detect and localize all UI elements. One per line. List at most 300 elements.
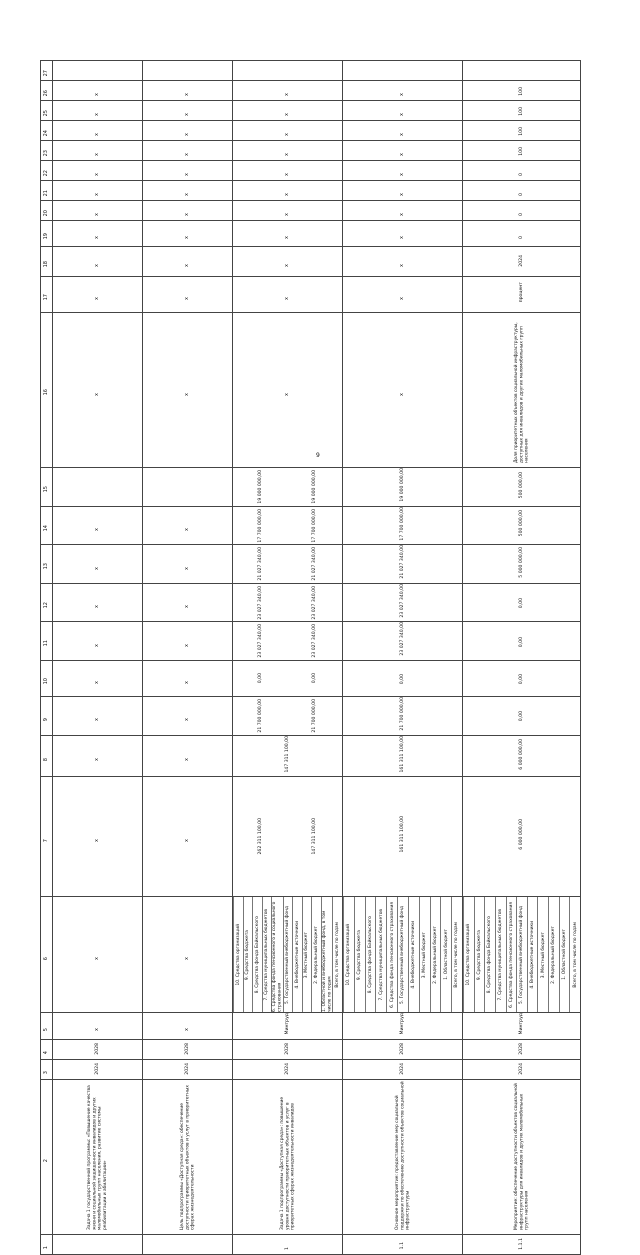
- budget-amount: х: [93, 758, 100, 762]
- table-cell: [463, 735, 581, 777]
- budget-amount: х: [93, 839, 100, 843]
- indicator-value: х: [398, 173, 405, 176]
- indicator-value: х: [398, 93, 405, 96]
- program-budget-table: [40, 60, 581, 1255]
- table-cell: [343, 735, 463, 777]
- table-cell: [343, 81, 463, 101]
- table-cell: [143, 468, 233, 507]
- funding-source: [386, 897, 397, 1012]
- executor: Минтруд: [284, 1013, 290, 1035]
- budget-amount: х: [183, 758, 190, 762]
- funding-source: х: [93, 957, 100, 961]
- funding-source: [243, 897, 253, 1012]
- budget-amount: 17 700 000,00: [257, 508, 263, 543]
- budget-amount: 21 027 340,00: [312, 547, 318, 581]
- indicator-unit: х: [93, 297, 100, 300]
- indicator-value: х: [398, 236, 405, 239]
- indicator-value: 2024: [518, 255, 524, 267]
- column-number-cell: [41, 697, 53, 736]
- funding-source-label: 6. Средства фонда пенсионного и социального страхования: [272, 901, 283, 1013]
- table-row: [41, 121, 581, 141]
- funding-source: [484, 897, 495, 1012]
- table-cell: [233, 81, 343, 101]
- column-number-cell: [41, 545, 53, 584]
- year-start: 2024: [94, 1062, 100, 1075]
- table-cell: [343, 697, 463, 736]
- column-number: 26: [42, 89, 49, 96]
- budget-amount: х: [183, 566, 190, 570]
- budget-amount: 262 311 100,00: [257, 818, 263, 855]
- table-row: [41, 201, 581, 221]
- column-number: 25: [42, 109, 49, 116]
- column-number-cell: [41, 1234, 53, 1254]
- table-cell: [233, 101, 343, 121]
- row-name: Задача 1 подпрограммы «Доступная среда»: повышение уровня доступности приоритетных объектов и услуг в приоритетных сферах жизнедеятельности инвалидов: [279, 1096, 296, 1230]
- row-name: Задача 1 государственной программы: «Повышение качества жизни и социальной защищенности инвалидов и других маломобильных групп населения, развитие системы реабилитации и абилитации»: [86, 1084, 108, 1230]
- column-number: 2: [42, 1158, 49, 1163]
- table-cell: [53, 583, 143, 622]
- table-cell: [343, 1013, 463, 1039]
- table-cell: [463, 697, 581, 736]
- indicator-value: 100: [518, 147, 524, 156]
- indicator-value: х: [283, 153, 290, 156]
- funding-source: [321, 897, 333, 1012]
- indicator-name: х: [398, 392, 405, 396]
- table-cell: [233, 1079, 343, 1234]
- funding-source: [365, 897, 376, 1012]
- indicator-value: х: [183, 173, 190, 176]
- indicator-value: х: [183, 113, 190, 116]
- budget-amount: 500 000,00: [518, 510, 524, 537]
- table-row: [41, 1039, 581, 1059]
- funding-source: [408, 897, 419, 1012]
- budget-amount: 0,00: [257, 673, 263, 684]
- funding-source-label: 5. Государственный внебюджетный фонд: [519, 905, 525, 1004]
- table-cell: [233, 777, 343, 897]
- table-row: [41, 161, 581, 181]
- funding-source-label: 10. Средства организаций: [235, 923, 241, 986]
- table-cell: [143, 506, 233, 545]
- funding-source-label: 4. Внебюджетные источники: [529, 920, 535, 989]
- column-number: 10: [42, 677, 49, 685]
- indicator-value: х: [283, 236, 290, 239]
- funding-source: [537, 897, 548, 1012]
- funding-source-label: 4. Внебюджетные источники: [411, 920, 417, 989]
- year-end: 2028: [184, 1042, 190, 1055]
- budget-amount: 21 700 000,00: [399, 697, 405, 731]
- table-cell: [233, 506, 343, 545]
- table-cell: [53, 121, 143, 141]
- budget-amount: х: [183, 718, 190, 722]
- table-cell: [233, 1059, 343, 1079]
- table-cell: [463, 247, 581, 277]
- funding-source-label: 2. Федеральный бюджет: [313, 925, 319, 984]
- funding-source: [419, 897, 430, 1012]
- table-cell: [463, 777, 581, 897]
- column-number-cell: [41, 221, 53, 247]
- budget-amount: 23 027 340,00: [257, 585, 263, 620]
- table-cell: [343, 121, 463, 141]
- column-number-cell: [41, 583, 53, 622]
- table-cell: [463, 1234, 581, 1254]
- budget-amount: х: [93, 605, 100, 609]
- indicator-value: 0: [518, 213, 524, 216]
- funding-source: [474, 897, 485, 1012]
- table-cell: [53, 101, 143, 121]
- budget-amount: 500 000,00: [518, 471, 524, 498]
- column-number: 1: [42, 1246, 49, 1250]
- table-cell: [53, 1013, 143, 1039]
- table-cell: [143, 101, 233, 121]
- funding-source: [332, 897, 342, 1012]
- funding-source: [283, 897, 293, 1012]
- funding-source-label: 9. Средства бюджета: [357, 929, 363, 980]
- table-row: [41, 897, 581, 1013]
- table-cell: [233, 61, 343, 81]
- column-number-cell: [41, 121, 53, 141]
- table-cell: [343, 1039, 463, 1059]
- column-number: 3: [42, 1071, 49, 1075]
- column-number: 20: [42, 209, 49, 216]
- column-number: 11: [42, 640, 49, 647]
- column-number-cell: [41, 81, 53, 101]
- table-row: [41, 697, 581, 736]
- budget-amount: х: [183, 643, 190, 647]
- indicator-value: х: [93, 153, 100, 156]
- column-number-cell: [41, 141, 53, 161]
- table-cell: [343, 201, 463, 221]
- indicator-unit: х: [283, 297, 290, 300]
- table-cell: [343, 777, 463, 897]
- table-cell: [143, 277, 233, 313]
- funding-source-label: 10. Средства организаций: [466, 923, 472, 986]
- table-row: [41, 735, 581, 777]
- budget-amount: 0,00: [518, 673, 524, 685]
- funding-source-label: 9. Средства бюджета: [476, 929, 482, 980]
- table-cell: [53, 1234, 143, 1254]
- budget-table-sheet: [40, 60, 580, 1250]
- indicator-value: х: [93, 264, 100, 267]
- funding-source: [440, 897, 451, 1012]
- column-number: 19: [42, 232, 49, 239]
- column-number: 17: [42, 293, 49, 300]
- funding-source: [463, 897, 474, 1012]
- table-cell: [463, 506, 581, 545]
- table-cell: [463, 181, 581, 201]
- funding-source: [375, 897, 386, 1012]
- funding-source-label: 3. Местный бюджет: [421, 931, 427, 978]
- table-cell: [233, 583, 343, 622]
- indicator-unit: процент: [518, 282, 524, 303]
- budget-amount: х: [183, 527, 190, 531]
- executor: Минтруд: [399, 1013, 405, 1035]
- column-number-cell: [41, 61, 53, 81]
- column-number: 8: [42, 758, 49, 762]
- table-cell: [53, 181, 143, 201]
- table-cell: [233, 121, 343, 141]
- table-cell: [463, 622, 581, 661]
- budget-amount: 23 027 340,00: [312, 624, 318, 659]
- table-cell: [53, 622, 143, 661]
- funding-source: [495, 897, 506, 1012]
- table-cell: [463, 201, 581, 221]
- funding-source: [569, 897, 580, 1012]
- funding-source-label: 7. Средства муниципальных бюджетов: [378, 908, 384, 1001]
- table-cell: [143, 661, 233, 697]
- table-cell: [233, 277, 343, 313]
- table-cell: [463, 277, 581, 313]
- budget-amount: 0,00: [312, 673, 318, 684]
- table-cell: [343, 221, 463, 247]
- budget-amount: х: [93, 681, 100, 685]
- funding-source: [311, 897, 321, 1012]
- table-cell: [343, 468, 463, 507]
- funding-source-label: Всего, в том числе по годам: [335, 921, 341, 988]
- indicator-value: 100: [518, 127, 524, 136]
- indicator-value: х: [398, 113, 405, 116]
- indicator-value: х: [183, 153, 190, 156]
- budget-amount: 23 027 340,00: [257, 624, 263, 659]
- indicator-value: 100: [518, 107, 524, 116]
- indicator-value: х: [183, 133, 190, 136]
- budget-amount: 21 027 340,00: [257, 547, 263, 581]
- indicator-value: х: [283, 133, 290, 136]
- budget-amount: 19 000 000,00: [312, 470, 318, 504]
- column-number-cell: [41, 201, 53, 221]
- indicator-value: х: [398, 193, 405, 196]
- year-start: 2024: [284, 1062, 290, 1075]
- table-cell: [143, 1079, 233, 1234]
- funding-source: [506, 897, 517, 1012]
- year-end: 2028: [518, 1042, 524, 1055]
- indicator-value: х: [183, 264, 190, 267]
- table-cell: [53, 247, 143, 277]
- indicator-unit: х: [398, 297, 405, 300]
- column-number-cell: [41, 181, 53, 201]
- column-number-cell: [41, 101, 53, 121]
- column-number-cell: [41, 1013, 53, 1039]
- funding-source-label: 1. Областной и внебюджетный фонд, в том числе по годам: [321, 910, 333, 1013]
- table-cell: [53, 545, 143, 584]
- table-cell: [463, 81, 581, 101]
- funding-source: [233, 897, 243, 1012]
- indicator-value: х: [93, 113, 100, 116]
- row-name: Основное мероприятие: предоставление мер социальной поддержки по обеспечению доступности объектов социальной инфраструктуры: [394, 1081, 411, 1230]
- table-row: [41, 506, 581, 545]
- table-cell: [53, 81, 143, 101]
- table-cell: [233, 1234, 343, 1254]
- budget-amount: 0,00: [518, 597, 524, 609]
- funding-source-label: 3. Местный бюджет: [540, 931, 546, 978]
- indicator-value: х: [283, 213, 290, 216]
- table-cell: [463, 313, 581, 468]
- indicator-value: х: [183, 213, 190, 216]
- budget-amount: 23 027 340,00: [399, 622, 405, 657]
- column-number: 4: [42, 1051, 49, 1055]
- column-number-cell: [41, 735, 53, 777]
- column-number-cell: [41, 313, 53, 468]
- table-row: [41, 247, 581, 277]
- table-cell: [233, 897, 343, 1013]
- indicator-value: 0: [518, 193, 524, 196]
- indicator-value: х: [398, 153, 405, 156]
- column-number-cell: [41, 277, 53, 313]
- funding-source-label: 8. Средства фонда Байкальского: [487, 916, 493, 994]
- table-cell: [343, 313, 463, 468]
- funding-source-label: 3. Местный бюджет: [304, 931, 310, 978]
- year-end: 2028: [284, 1042, 290, 1055]
- column-number: 12: [42, 601, 49, 609]
- table-cell: [463, 101, 581, 121]
- table-cell: [143, 61, 233, 81]
- indicator-value: х: [283, 264, 290, 267]
- indicator-value: х: [283, 193, 290, 196]
- indicator-value: 0: [518, 173, 524, 176]
- table-cell: [143, 1234, 233, 1254]
- budget-amount: 23 027 340,00: [399, 583, 405, 618]
- column-number-cell: [41, 777, 53, 897]
- funding-source-label: 5. Государственный внебюджетный фонд: [400, 905, 406, 1004]
- executor: х: [183, 1028, 190, 1032]
- budget-amount: 19 000 000,00: [257, 470, 263, 504]
- table-cell: [343, 1059, 463, 1079]
- table-cell: [463, 1059, 581, 1079]
- table-row: [41, 277, 581, 313]
- table-cell: [143, 697, 233, 736]
- table-row: [41, 468, 581, 507]
- budget-amount: 17 700 000,00: [312, 508, 318, 543]
- table-cell: [343, 583, 463, 622]
- funding-source: [302, 897, 312, 1012]
- funding-source-label: 10. Средства организаций: [346, 923, 352, 986]
- budget-amount: 0,00: [518, 636, 524, 647]
- funding-source: [451, 897, 462, 1012]
- budget-amount: х: [93, 527, 100, 531]
- table-cell: [233, 1039, 343, 1059]
- table-row: [41, 583, 581, 622]
- table-cell: [463, 545, 581, 584]
- table-cell: [463, 161, 581, 181]
- column-number: 22: [42, 169, 49, 176]
- table-cell: [143, 1013, 233, 1039]
- funding-source-label: 1. Областной бюджет: [443, 929, 449, 981]
- table-cell: [233, 161, 343, 181]
- budget-amount: 161 311 100,00: [399, 816, 405, 853]
- table-cell: [53, 1039, 143, 1059]
- table-row: [41, 622, 581, 661]
- table-cell: [53, 777, 143, 897]
- budget-amount: 147 311 100,00: [284, 735, 290, 773]
- indicator-value: х: [398, 213, 405, 216]
- funding-source: [430, 897, 441, 1012]
- table-row: [41, 313, 581, 468]
- table-cell: [463, 583, 581, 622]
- table-cell: [233, 181, 343, 201]
- table-cell: [463, 141, 581, 161]
- table-cell: [53, 61, 143, 81]
- table-cell: [53, 897, 143, 1013]
- column-number-cell: [41, 1059, 53, 1079]
- budget-amount: 21 700 000,00: [257, 699, 263, 733]
- funding-source-label: 5. Государственный внебюджетный фонд: [285, 905, 291, 1004]
- budget-amount: 147 311 100,00: [312, 818, 318, 855]
- column-number: 16: [42, 389, 49, 396]
- indicator-name: х: [93, 392, 100, 396]
- table-cell: [233, 221, 343, 247]
- funding-source-label: 2. Федеральный бюджет: [551, 925, 557, 984]
- table-cell: [233, 697, 343, 736]
- funding-source: [527, 897, 538, 1012]
- column-number-cell: [41, 1039, 53, 1059]
- funding-source-label: 8. Средства фонда Байкальского: [254, 916, 260, 994]
- column-number-cell: [41, 506, 53, 545]
- table-cell: [343, 661, 463, 697]
- indicator-value: х: [283, 173, 290, 176]
- funding-source: [397, 897, 408, 1012]
- table-cell: [143, 81, 233, 101]
- table-row: [41, 1013, 581, 1039]
- table-cell: [143, 777, 233, 897]
- table-cell: [463, 221, 581, 247]
- budget-amount: 23 027 340,00: [312, 585, 318, 620]
- page-number: 9: [316, 452, 320, 459]
- table-cell: [463, 661, 581, 697]
- table-cell: [143, 247, 233, 277]
- budget-amount: 5 000 000,00: [518, 546, 524, 578]
- column-number-cell: [41, 897, 53, 1013]
- indicator-value: х: [93, 133, 100, 136]
- table-cell: [233, 622, 343, 661]
- row-number: 1.1.1: [518, 1237, 524, 1250]
- table-cell: [143, 141, 233, 161]
- column-number: 14: [42, 524, 49, 531]
- funding-source: [271, 897, 283, 1012]
- table-cell: [53, 1059, 143, 1079]
- budget-amount: 161 311 100,00: [399, 735, 405, 773]
- table-row: [41, 777, 581, 897]
- table-cell: [233, 661, 343, 697]
- executor: Минтруд: [518, 1013, 524, 1035]
- table-cell: [343, 161, 463, 181]
- table-cell: [53, 201, 143, 221]
- table-cell: [143, 313, 233, 468]
- budget-amount: 0,00: [518, 711, 524, 722]
- table-cell: [143, 622, 233, 661]
- table-cell: [343, 1234, 463, 1254]
- table-cell: [463, 1013, 581, 1039]
- funding-source: [516, 897, 527, 1012]
- table-cell: [463, 61, 581, 81]
- indicator-value: х: [183, 236, 190, 239]
- column-number-cell: [41, 247, 53, 277]
- indicator-value: х: [398, 133, 405, 136]
- table-cell: [233, 1013, 343, 1039]
- indicator-value: х: [183, 93, 190, 96]
- table-cell: [233, 201, 343, 221]
- year-end: 2028: [94, 1042, 100, 1055]
- table-cell: [233, 313, 343, 468]
- column-number-cell: [41, 661, 53, 697]
- table-cell: [53, 697, 143, 736]
- funding-source-label: Всего, в том числе по годам: [454, 921, 460, 988]
- table-cell: [233, 735, 343, 777]
- table-cell: [343, 622, 463, 661]
- table-cell: [53, 161, 143, 181]
- table-cell: [343, 545, 463, 584]
- column-number: 27: [42, 69, 49, 76]
- funding-source-label: 7. Средства муниципальных бюджетов: [264, 908, 270, 1001]
- column-number-cell: [41, 468, 53, 507]
